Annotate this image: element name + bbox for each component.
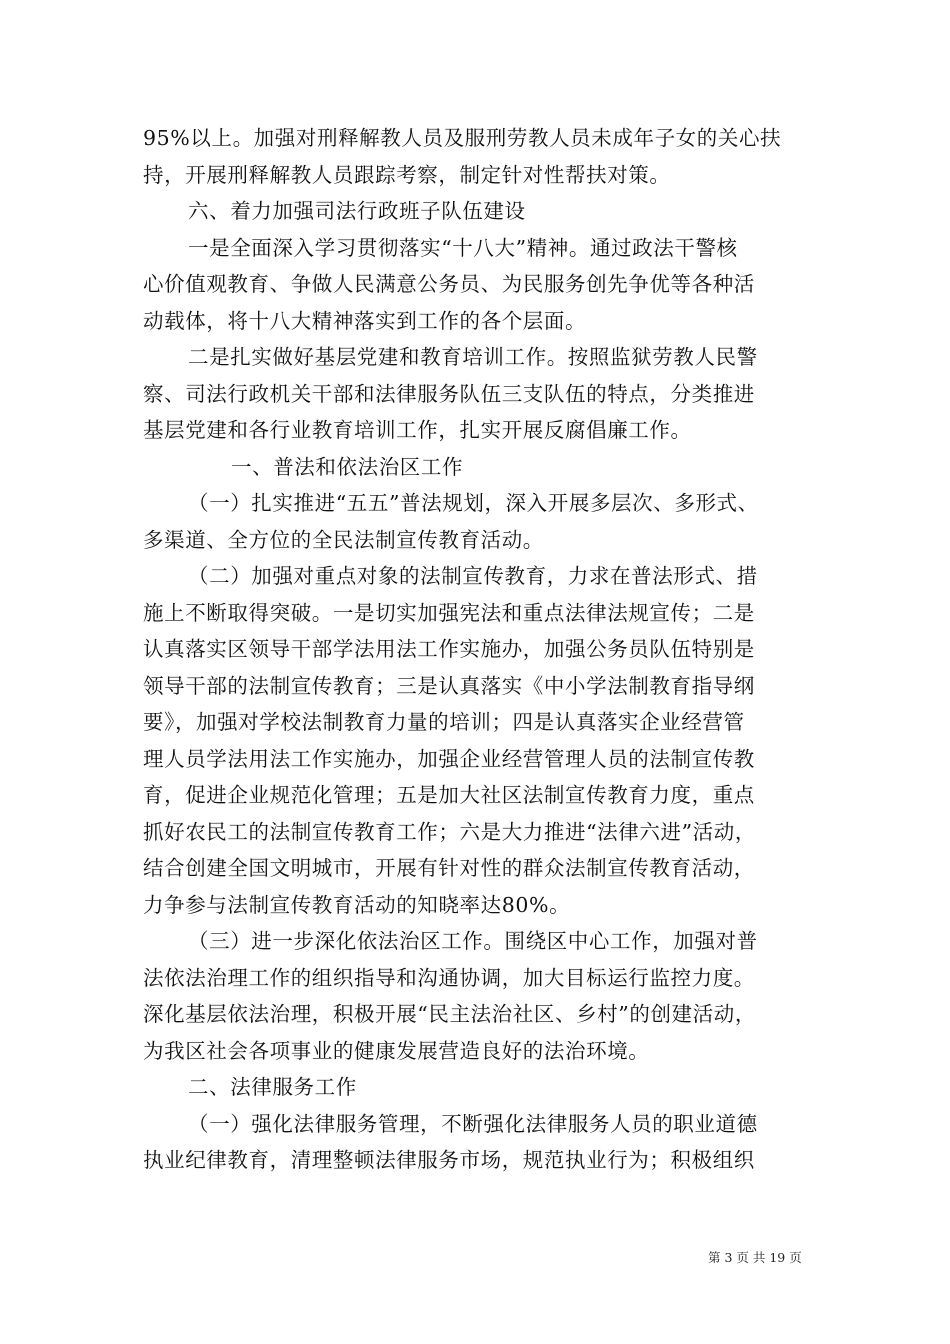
text-line: 心价值观教育、争做人民满意公务员、为民服务创先争优等各种活 [143,272,755,296]
text-line: 一是全面深入学习贯彻落实“十八大”精神。通过政法干警核 [188,235,738,260]
text-line: 施上不断取得突破。一是切实加强宪法和重点法律法规宣传；二是 [143,600,755,625]
text-line: 为我区社会各项事业的健康发展营造良好的法治环境。 [143,1038,650,1063]
text-line: 深化基层依法治理，积极开展“民主法治社区、乡村”的创建活动， [143,1002,756,1026]
text-line: 持，开展刑释解教人员跟踪考察，制定针对性帮扶对策。 [143,162,671,187]
text-line: （二）加强对重点对象的法制宣传教育，力求在普法形式、措 [188,564,758,588]
text-line: 抓好农民工的法制宣传教育工作；六是大力推进“法律六进”活动， [143,819,756,844]
text-line: 育，促进企业规范化管理；五是加大社区法制宣传教育力度，重点 [143,783,755,807]
text-line: （一）扎实推进“五五”普法规划，深入开展多层次、多形式、 [188,491,759,515]
text-line: 力争参与法制宣传教育活动的知晓率达80%。 [143,892,571,917]
text-line: 察、司法行政机关干部和法律服务队伍三支队伍的特点，分类推进 [143,381,755,406]
page-number: 第 3 页 共 19 页 [708,1250,802,1265]
text-line: 95%以上。加强对刑释解教人员及服刑劳教人员未成年子女的关心扶 [143,126,782,150]
text-line: 要》，加强对学校法制教育力量的培训；四是认真落实企业经营管 [143,710,745,734]
text-line: 领导干部的法制宣传教育；三是认真落实《中小学法制教育指导纲 [143,673,755,698]
text-line: 理人员学法用法工作实施办，加强企业经营管理人员的法制宣传教 [143,746,755,771]
text-line: 认真落实区领导干部学法用法工作实施办，加强公务员队伍特别是 [143,637,755,661]
text-line: 动载体，将十八大精神落实到工作的各个层面。 [143,308,587,333]
section-heading: 一、普法和依法治区工作 [231,454,464,479]
text-line: （一）强化法律服务管理，不断强化法律服务人员的职业道德 [188,1111,758,1136]
text-line: 多渠道、全方位的全民法制宣传教育活动。 [143,527,544,552]
text-line: 结合创建全国文明城市，开展有针对性的群众法制宣传教育活动， [143,856,755,880]
text-line: 法依法治理工作的组织指导和沟通协调，加大目标运行监控力度。 [143,965,755,990]
section-heading: 二、法律服务工作 [188,1075,357,1099]
section-heading: 六、着力加强司法行政班子队伍建设 [188,199,526,223]
document-body [143,120,833,1179]
text-line: 执业纪律教育，清理整顿法律服务市场，规范执业行为；积极组织 [143,1148,755,1172]
text-line: 二是扎实做好基层党建和教育培训工作。按照监狱劳教人民警 [188,345,758,369]
text-line: 基层党建和各行业教育培训工作，扎实开展反腐倡廉工作。 [143,418,692,442]
text-line: （三）进一步深化依法治区工作。围绕区中心工作，加强对普 [188,929,758,953]
